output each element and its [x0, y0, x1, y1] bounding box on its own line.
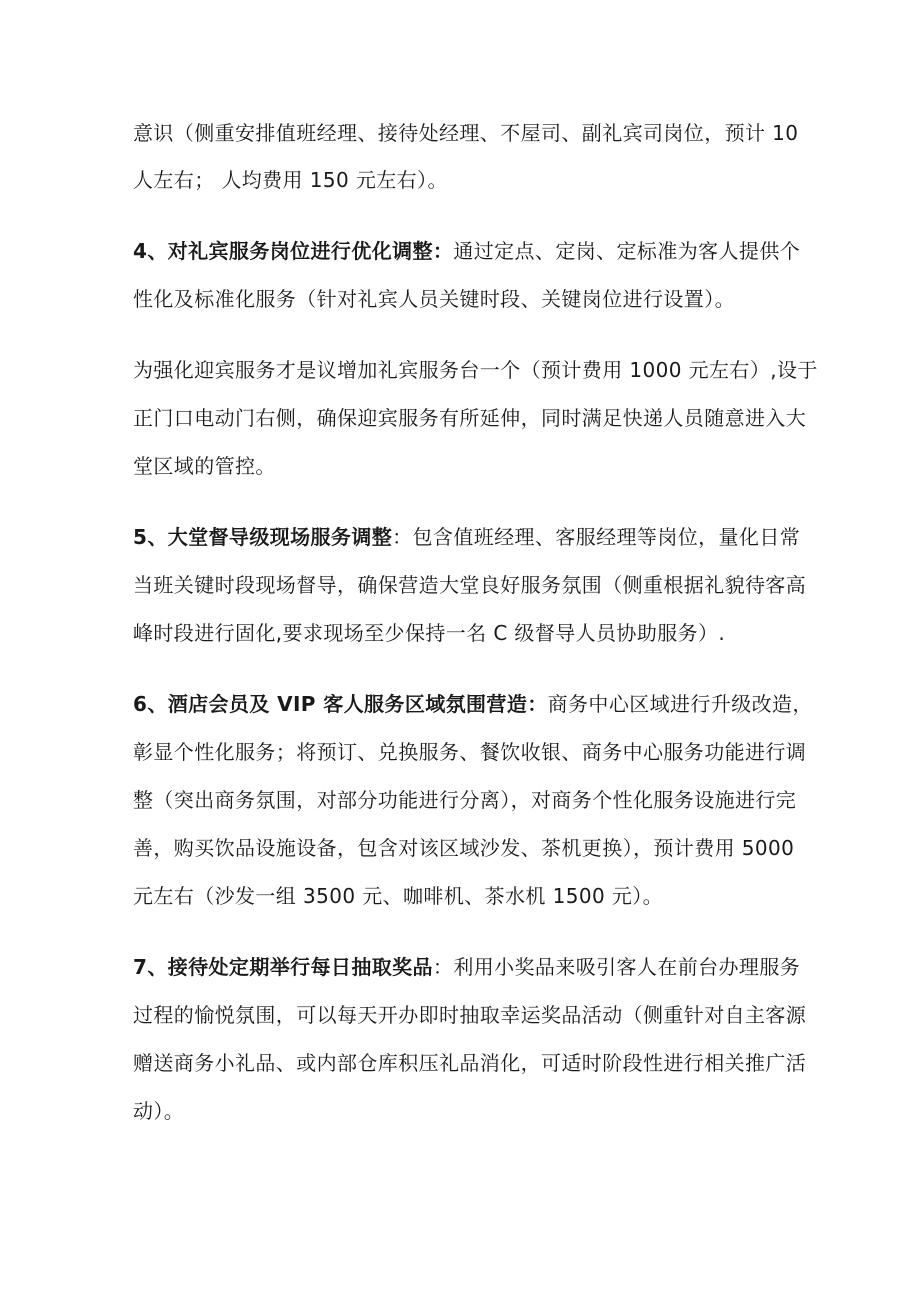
item-5-heading: 5、大堂督导级现场服务调整	[133, 525, 393, 549]
item-6-line-1	[133, 691, 813, 717]
item-4-line-1	[133, 238, 800, 264]
item-4-line-2: 性化及标准化服务（针对礼宾人员关键时段、关键岗位进行设置）。	[133, 287, 735, 311]
item-4-heading: 4、对礼宾服务岗位进行优化调整：	[133, 239, 454, 263]
item-7-line-2: 过程的愉悦氛围，可以每天开办即时抽取幸运奖品活动（侧重针对自主客源	[133, 1003, 807, 1027]
item-7-line-1	[133, 954, 800, 980]
item-5-text: ：包含值班经理、客服经理等岗位，量化日常	[392, 525, 801, 549]
intro-line-2: 人左右； 人均费用 150 元左右）。	[133, 168, 448, 192]
item-7-text: ：利用小奖品来吸引客人在前台办理服务	[432, 955, 801, 979]
intro-line-1: 意识（侧重安排值班经理、接待处经理、不屋司、副礼宾司岗位，预计 10	[133, 121, 799, 145]
item-6-line-2: 彰显个性化服务；将预订、兑换服务、餐饮收银、商务中心服务功能进行调	[133, 740, 807, 764]
concierge-line-3: 堂区域的管控。	[133, 454, 276, 478]
item-7-line-4: 动）。	[133, 1099, 185, 1123]
item-7-line-3: 赠送商务小礼品、或内部仓库积压礼品消化，可适时阶段性进行相关推广活	[133, 1051, 807, 1075]
item-5-line-1	[133, 524, 800, 550]
item-4-text: 通过定点、定岗、定标准为客人提供个	[453, 239, 801, 263]
item-6-line-4: 善，购买饮品设施设备，包含对该区域沙发、茶机更换），预计费用 5000	[133, 836, 795, 860]
item-5-line-3: 峰时段进行固化,要求现场至少保持一名 C 级督导人员协助服务）.	[133, 621, 726, 645]
item-7-heading: 7、接待处定期举行每日抽取奖品	[133, 955, 433, 979]
item-6-line-3: 整（突出商务氛围，对部分功能进行分离），对商务个性化服务设施进行完	[133, 788, 797, 812]
item-5-line-2: 当班关键时段现场督导，确保营造大堂良好服务氛围（侧重根据礼貌待客高	[133, 573, 807, 597]
item-6-text: 商务中心区域进行升级改造，	[547, 692, 813, 716]
item-6-heading: 6、酒店会员及 VIP 客人服务区域氛围营造：	[133, 692, 548, 716]
concierge-line-1: 为强化迎宾服务才是议增加礼宾服务台一个（预计费用 1000 元左右）,设于	[133, 358, 818, 382]
concierge-line-2: 正门口电动门右侧，确保迎宾服务有所延伸，同时满足快递人员随意进入大	[133, 406, 807, 430]
item-6-line-5: 元左右（沙发一组 3500 元、咖啡机、茶水机 1500 元）。	[133, 884, 664, 908]
